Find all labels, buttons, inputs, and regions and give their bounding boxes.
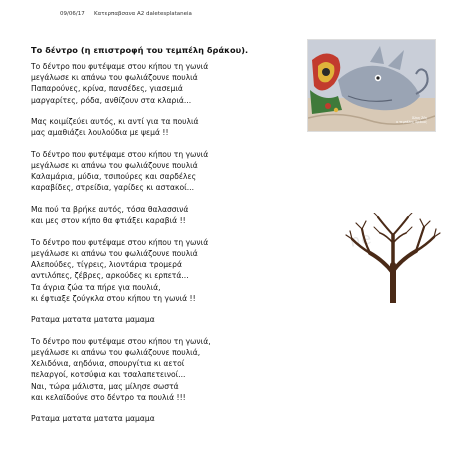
poem-line: Το δέντρο που φυτέψαμε στου κήπου τη γωνιά [31, 237, 209, 247]
poem-line: πελαργοί, κοτσύφια και τσαλαπετεινοί... [31, 370, 186, 380]
stanza-gap [31, 326, 316, 336]
header-date: 09/06/17 [60, 11, 85, 17]
poem-line: Ραταμα ματατα ματατα μαμαμα [31, 414, 155, 424]
poem-line: Αλεπούδες, τίγρεις, λιοντάρια τρομερά [31, 260, 182, 270]
watermark-text: ne [348, 228, 374, 251]
stanza-gap [31, 139, 316, 149]
poem-title: Το δέντρο (η επιστροφή του τεμπέλη δράκου). [31, 45, 249, 55]
poem-line: Χελιδόνια, αηδόνια, σπουργίτια κι αετοί [31, 359, 185, 369]
poem-line: και κελαϊδούνε στο δέντρο τα πουλιά !!! [31, 392, 186, 402]
poem-line: καραβίδες, στρείδια, γαρίδες κι αστακοί... [31, 183, 194, 193]
book-author: Άλκη Ζέη [412, 116, 427, 120]
poem-line: μαργαρίτες, ρόδα, ανθίζουν στα κλαριά... [31, 95, 192, 105]
poem-line: Το δέντρο που φυτέψαμε στου κήπου τη γωνιά, [31, 336, 211, 346]
poem-line: Ραταμα ματατα ματατα μαμαμα [31, 315, 155, 325]
poem-line: μεγάλωσε κι απάνω του φωλιάζουνε πουλιά [31, 161, 198, 171]
poem-line: μεγάλωσε κι απάνω του φωλιάζουνε πουλιά [31, 249, 198, 258]
book-cover-illustration [307, 39, 436, 132]
poem-line: Παπαρούνες, κρίνα, πανσέδες, γιασεμιά [31, 84, 183, 94]
tree-icon [344, 213, 442, 303]
poem-line: και μες στον κήπο θα φτιάξει καραβιά !! [31, 216, 186, 226]
stanza-gap [31, 403, 316, 413]
poem-line: Καλαμάρια, μύδια, τσιπούρες και σαρδέλες [31, 172, 197, 182]
stanza-gap [31, 106, 316, 116]
poem-line: αντιλόπες, ζέβρες, αρκούδες κι ερπετά... [31, 271, 189, 281]
poem-line: Το δέντρο που φυτέψαμε στου κήπου τη γωνιά [31, 149, 209, 159]
book-cover-caption [396, 116, 427, 124]
book-title: ο τεμπέλης δράκος [396, 120, 427, 124]
poem-line: μας αμαθιάζει λουλούδια με ψεμά !! [31, 128, 169, 138]
poem-line: Μας κοιμίζεύει αυτός, κι αντί για τα πουλιά [31, 117, 199, 127]
poem-line: Ναι, τώρα μάλιστα, μας μίλησε σωστά [31, 381, 179, 391]
poem-line: Τα άγρια ζώα τα πήρε για πουλιά, [31, 282, 161, 292]
stanza-gap [31, 304, 316, 314]
stanza-gap [31, 226, 316, 236]
poem-line: Μα πού τα βρήκε αυτός, τόσα θαλασσινά [31, 205, 189, 215]
poem-line: μεγάλωσε κι απάνω του φωλιάζουνε πουλιά, [31, 348, 201, 358]
poem-body [31, 61, 316, 425]
header-course: Κατερπαβσανα Α2 daletesplataneia [94, 11, 192, 17]
poem-line: κι έφτιαξε ζούγκλα στου κήπου τη γωνιά !! [31, 293, 196, 303]
stanza-gap [31, 194, 316, 204]
poem-line: Το δέντρο που φυτέψαμε στου κήπου τη γωνιά [31, 62, 209, 71]
poem-line: μεγάλωσε κι απάνω του φωλιάζουνε πουλιά [31, 73, 198, 83]
